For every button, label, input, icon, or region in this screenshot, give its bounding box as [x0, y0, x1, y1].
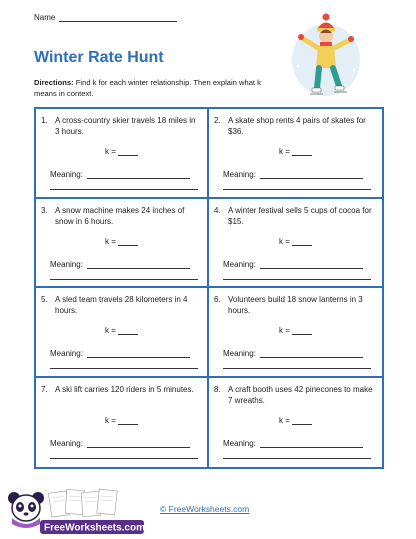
k-blank[interactable] [292, 326, 312, 335]
k-label: k = [279, 236, 290, 246]
problem-cell [36, 199, 209, 289]
k-blank[interactable] [292, 237, 312, 246]
meaning-row [50, 260, 190, 269]
problem-number: 7. [41, 384, 48, 394]
k-answer [36, 237, 207, 246]
k-blank[interactable] [292, 147, 312, 156]
k-label: k = [279, 326, 290, 335]
k-blank[interactable] [118, 416, 138, 425]
directions-text: Find k for each winter relationship. Then explain what k means in context. [34, 78, 261, 98]
k-label: k = [279, 147, 290, 156]
meaning-blank-line-2[interactable] [223, 458, 371, 459]
problem-text: A winter festival sells 5 cups of cocoa for $15. [228, 205, 372, 226]
meaning-blank-line[interactable] [260, 349, 363, 358]
problem-cell [209, 199, 382, 289]
k-blank[interactable] [292, 416, 312, 425]
meaning-blank-line[interactable] [260, 260, 363, 269]
k-answer [209, 416, 382, 425]
problem-text: A craft booth uses 42 pinecones to make 7 wreaths. [228, 384, 373, 405]
k-answer [36, 147, 207, 156]
problem-number: 8. [214, 384, 221, 394]
k-answer [209, 147, 382, 156]
meaning-blank-line[interactable] [87, 439, 190, 448]
problem-grid [34, 107, 384, 469]
name-label: Name [34, 13, 56, 22]
freeworksheets-logo [4, 484, 154, 538]
k-label: k = [105, 415, 116, 425]
k-blank[interactable] [118, 326, 138, 335]
k-label: k = [279, 415, 290, 425]
problem-text: Volunteers build 18 snow lanterns in 3 hours. [228, 295, 363, 315]
meaning-blank-line-2[interactable] [50, 458, 198, 459]
meaning-label: Meaning: [223, 170, 256, 179]
problem-text: A sled team travels 28 kilometers in 4 hours. [55, 295, 188, 315]
problem-number: 6. [214, 295, 221, 304]
meaning-blank-line[interactable] [87, 170, 190, 179]
problem-text: A ski lift carries 120 riders in 5 minutes. [55, 384, 194, 394]
problem-cell [36, 109, 209, 199]
problem-number: 1. [41, 116, 48, 125]
problem-number: 3. [41, 205, 48, 215]
k-label: k = [105, 236, 116, 246]
meaning-label: Meaning: [223, 259, 256, 269]
meaning-blank-line-2[interactable] [223, 189, 371, 190]
problem-cell [209, 378, 382, 468]
problem-cell [209, 109, 382, 199]
problem-number: 5. [41, 295, 48, 304]
meaning-blank-line-2[interactable] [223, 368, 371, 369]
k-answer [36, 326, 207, 335]
meaning-row [50, 349, 190, 358]
problem-number: 4. [214, 205, 221, 215]
copyright-link[interactable]: © FreeWorksheets.com [160, 504, 250, 514]
k-label: k = [105, 147, 116, 156]
problem-text: A skate shop rents 4 pairs of skates for $36. [228, 116, 366, 136]
panda-icon [8, 492, 44, 528]
k-answer [209, 237, 382, 246]
meaning-label: Meaning: [50, 170, 83, 179]
page-title: Winter Rate Hunt [34, 49, 164, 66]
name-blank-line[interactable] [59, 12, 177, 22]
meaning-row [50, 439, 190, 448]
worksheet-thumbnails-icon [48, 489, 117, 517]
ice-skater-illustration [290, 8, 362, 100]
k-answer [36, 416, 207, 425]
meaning-row [50, 170, 190, 179]
meaning-label: Meaning: [223, 349, 256, 358]
meaning-blank-line-2[interactable] [50, 368, 198, 369]
meaning-row [223, 170, 363, 179]
directions [34, 77, 284, 99]
meaning-blank-line[interactable] [87, 260, 190, 269]
problem-text: A cross-country skier travels 18 miles in 3 hours. [55, 116, 196, 136]
k-label: k = [105, 326, 116, 335]
meaning-blank-line-2[interactable] [223, 279, 371, 280]
problem-number: 2. [214, 116, 221, 125]
k-blank[interactable] [118, 147, 138, 156]
meaning-label: Meaning: [223, 438, 256, 448]
directions-label: Directions: [34, 78, 74, 87]
k-answer [209, 326, 382, 335]
meaning-blank-line[interactable] [260, 170, 363, 179]
meaning-label: Meaning: [50, 438, 83, 448]
meaning-blank-line-2[interactable] [50, 189, 198, 190]
meaning-label: Meaning: [50, 259, 83, 269]
meaning-row [223, 439, 363, 448]
k-blank[interactable] [118, 237, 138, 246]
svg-text:FreeWorksheets.com: FreeWorksheets.com [44, 522, 145, 534]
problem-text: A snow machine makes 24 inches of snow in 6 hours. [55, 205, 185, 226]
meaning-row [223, 260, 363, 269]
meaning-row [223, 349, 363, 358]
problem-cell [36, 288, 209, 378]
meaning-blank-line-2[interactable] [50, 279, 198, 280]
meaning-blank-line[interactable] [87, 349, 190, 358]
meaning-label: Meaning: [50, 349, 83, 358]
problem-cell [36, 378, 209, 468]
name-field [34, 12, 177, 22]
meaning-blank-line[interactable] [260, 439, 363, 448]
problem-cell [209, 288, 382, 378]
